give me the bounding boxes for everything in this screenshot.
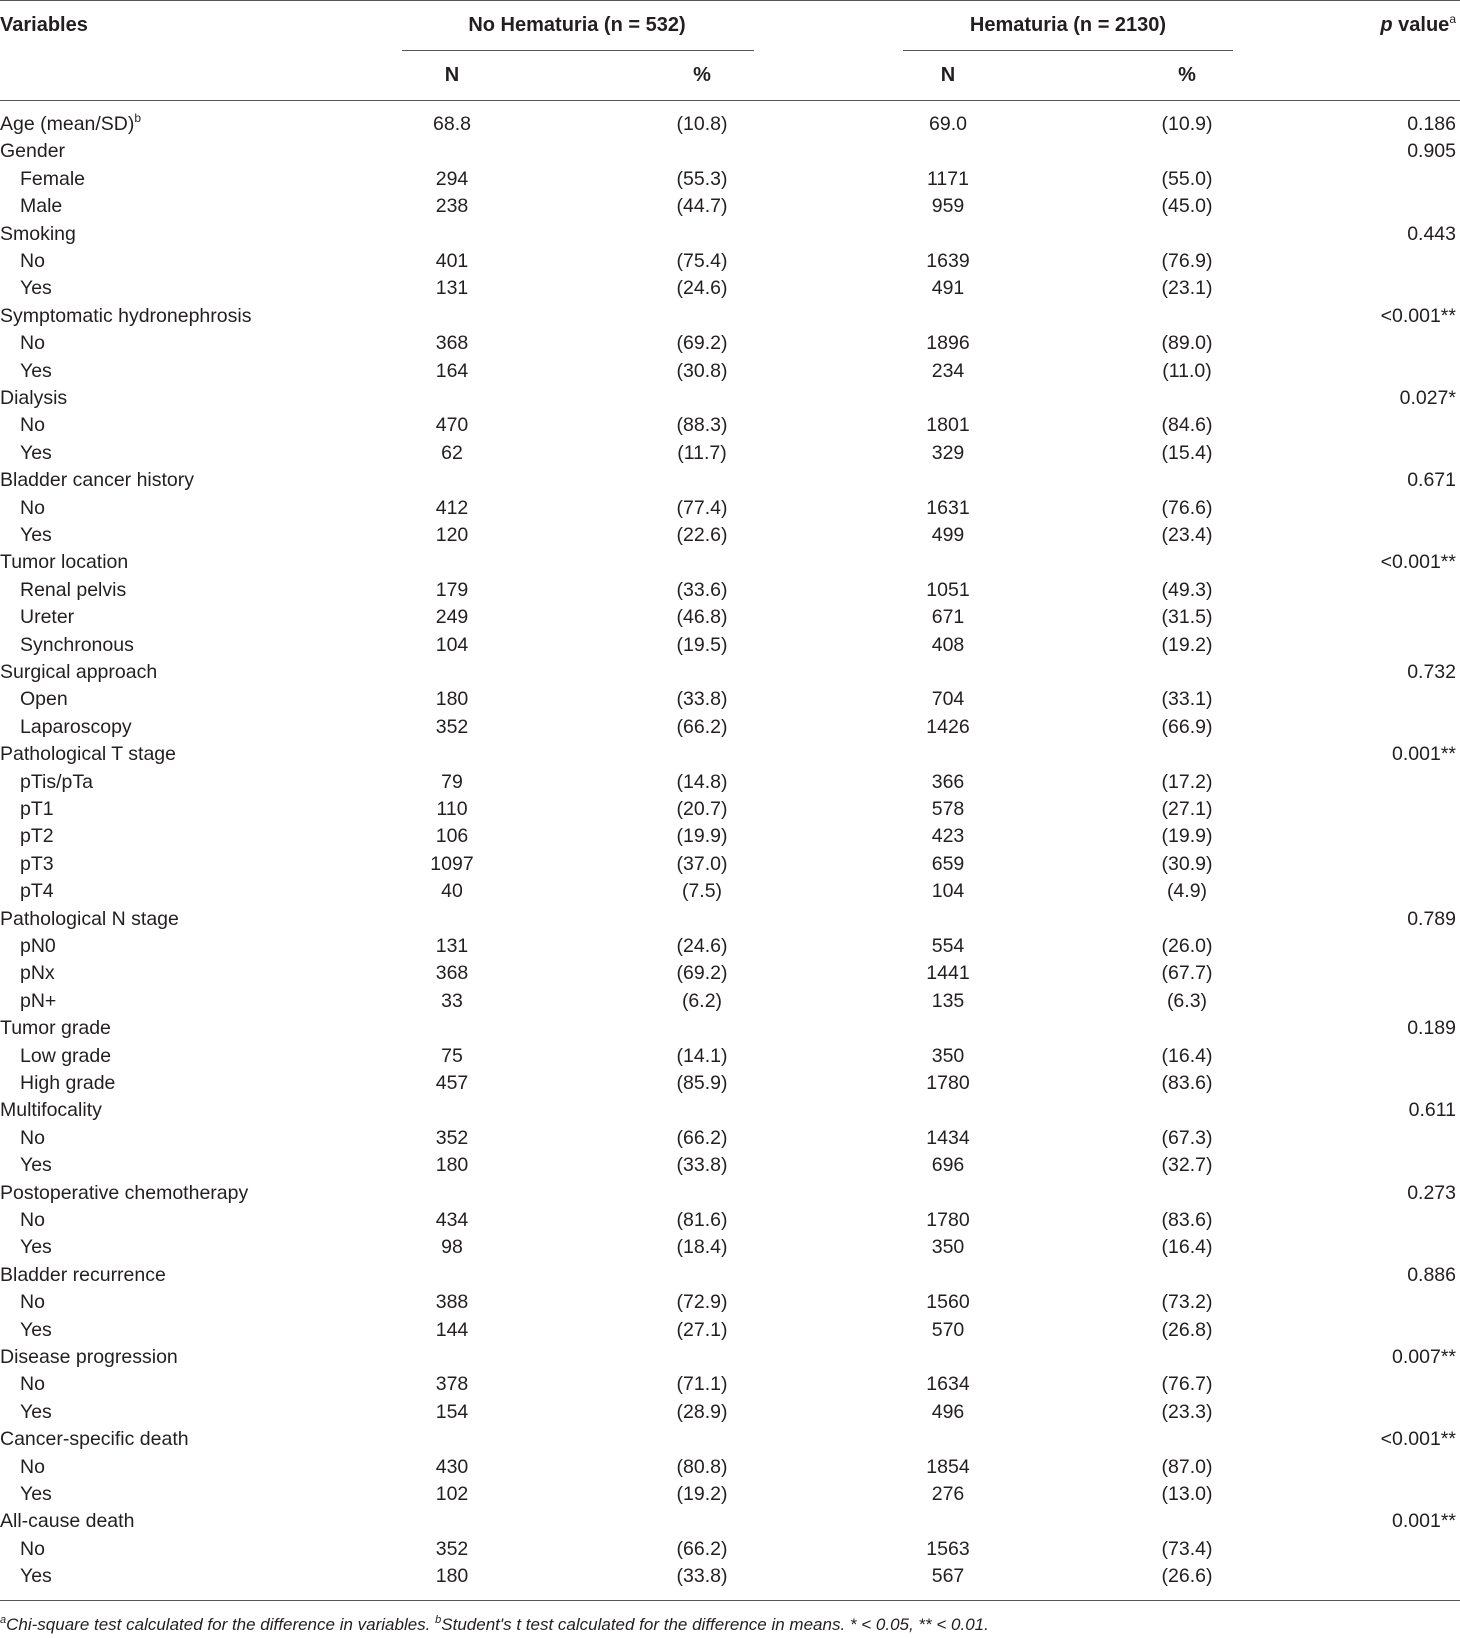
cell-pct-no-hematuria: (33.8) xyxy=(676,688,728,711)
cell-pct-no-hematuria: (69.2) xyxy=(676,332,728,355)
cell-n-no-hematuria: 33 xyxy=(441,989,463,1012)
row-label-text: Yes xyxy=(20,441,52,464)
cell-n-no-hematuria: 164 xyxy=(435,359,469,382)
row-label-text: Synchronous xyxy=(20,633,134,656)
cell-n-hematuria: 1780 xyxy=(926,1209,970,1231)
cell-pct-hematuria: (19.2) xyxy=(1161,633,1213,656)
row-label-text: Female xyxy=(20,167,86,190)
cell-n-no-hematuria: 434 xyxy=(435,1209,469,1231)
cell-pct-no-hematuria: (33.6) xyxy=(676,578,728,601)
row-sublabel xyxy=(20,1563,52,1590)
cell-pvalue: 0.886 xyxy=(1407,1263,1456,1286)
row-label xyxy=(0,1015,111,1042)
row-sublabel xyxy=(20,714,132,741)
cell-pct-no-hematuria: (80.8) xyxy=(676,1455,728,1478)
row-label-text: No xyxy=(20,496,45,519)
cell-pvalue: 0.001** xyxy=(1392,1510,1456,1533)
row-sublabel xyxy=(20,248,45,275)
row-label xyxy=(0,221,76,248)
row-label-text: Pathological T stage xyxy=(0,743,176,766)
table-top-rule xyxy=(0,0,1460,1)
row-sublabel xyxy=(20,1043,111,1070)
cell-pct-hematuria: (15.4) xyxy=(1161,441,1213,464)
group1-underline xyxy=(402,50,754,51)
cell-pct-no-hematuria: (19.9) xyxy=(676,825,728,848)
cell-n-no-hematuria: 144 xyxy=(435,1318,469,1341)
cell-pct-hematuria: (32.7) xyxy=(1161,1154,1213,1177)
cell-pct-hematuria: (26.0) xyxy=(1161,935,1213,957)
cell-n-no-hematuria: 120 xyxy=(435,524,469,546)
row-label xyxy=(0,1097,102,1124)
cell-pvalue: 0.611 xyxy=(1408,1099,1456,1122)
row-label-text: No xyxy=(20,1455,45,1478)
cell-pct-hematuria: (19.9) xyxy=(1161,825,1213,848)
table-bottom-rule xyxy=(0,1600,1460,1601)
cell-n-hematuria: 1780 xyxy=(926,1072,970,1094)
cell-pct-no-hematuria: (71.1) xyxy=(676,1373,728,1396)
footnote-sup-b: b xyxy=(435,1614,442,1626)
cell-n-hematuria: 408 xyxy=(931,633,965,656)
row-label-text: pT4 xyxy=(20,880,54,903)
row-label xyxy=(0,1180,248,1207)
row-label-text: Tumor location xyxy=(0,551,129,574)
row-sublabel xyxy=(20,1207,45,1234)
row-label-text: Yes xyxy=(20,1400,52,1423)
row-sublabel xyxy=(20,933,56,960)
row-label-text: Postoperative chemotherapy xyxy=(0,1181,249,1204)
row-label-text: Yes xyxy=(20,1318,52,1341)
row-sublabel xyxy=(20,577,126,604)
row-label-sup: b xyxy=(134,111,142,125)
cell-n-no-hematuria: 40 xyxy=(441,880,463,903)
row-label-text: pT1 xyxy=(20,798,54,820)
cell-pvalue: <0.001** xyxy=(1380,551,1456,574)
row-sublabel xyxy=(20,275,52,302)
cell-pct-no-hematuria: (14.8) xyxy=(676,770,728,793)
header-group-no-hematuria: No Hematuria (n = 532) xyxy=(468,14,686,36)
row-sublabel xyxy=(20,1125,45,1152)
cell-n-no-hematuria: 131 xyxy=(435,935,469,957)
cell-pct-no-hematuria: (10.8) xyxy=(676,113,728,135)
header-pvalue-sup: a xyxy=(1449,12,1456,26)
cell-n-no-hematuria: 378 xyxy=(435,1373,469,1396)
row-label-text: Pathological N stage xyxy=(0,907,179,930)
header-pvalue xyxy=(1380,14,1456,37)
cell-n-no-hematuria: 131 xyxy=(435,277,469,300)
footnote xyxy=(0,1615,989,1635)
cell-pvalue: 0.732 xyxy=(1407,661,1456,683)
cell-n-no-hematuria: 79 xyxy=(441,770,463,793)
cell-n-no-hematuria: 104 xyxy=(435,633,469,656)
row-sublabel xyxy=(20,604,74,631)
cell-n-no-hematuria: 98 xyxy=(441,1236,463,1259)
cell-pct-hematuria: (23.1) xyxy=(1161,277,1213,300)
cell-pct-hematuria: (16.4) xyxy=(1161,1236,1213,1259)
cell-pct-hematuria: (66.9) xyxy=(1161,715,1213,738)
group2-underline xyxy=(903,50,1233,51)
cell-pct-no-hematuria: (55.3) xyxy=(676,167,728,190)
row-sublabel xyxy=(20,193,62,220)
cell-pct-no-hematuria: (81.6) xyxy=(676,1209,728,1231)
cell-n-hematuria: 578 xyxy=(931,798,965,820)
cell-n-no-hematuria: 238 xyxy=(435,195,469,218)
header-n-group1: N xyxy=(444,64,460,86)
cell-pvalue: 0.789 xyxy=(1407,907,1456,930)
cell-pct-hematuria: (73.4) xyxy=(1161,1537,1213,1560)
row-sublabel xyxy=(20,1454,45,1481)
row-sublabel xyxy=(20,330,45,357)
cell-pct-no-hematuria: (69.2) xyxy=(676,962,728,985)
row-sublabel xyxy=(20,1481,52,1508)
cell-pct-no-hematuria: (28.9) xyxy=(676,1400,728,1423)
row-sublabel xyxy=(20,1371,45,1398)
cell-pct-hematuria: (33.1) xyxy=(1161,688,1213,711)
cell-n-no-hematuria: 352 xyxy=(435,715,469,738)
row-sublabel xyxy=(20,495,45,522)
row-label-text: No xyxy=(20,1126,45,1149)
cell-pct-hematuria: (6.3) xyxy=(1166,989,1208,1012)
cell-n-hematuria: 1896 xyxy=(926,332,970,355)
cell-pvalue: 0.027* xyxy=(1399,387,1456,409)
cell-pct-no-hematuria: (88.3) xyxy=(676,414,728,437)
cell-n-hematuria: 567 xyxy=(931,1565,965,1588)
row-label-text: pNx xyxy=(20,962,55,985)
cell-n-hematuria: 491 xyxy=(931,277,965,300)
row-label-text: Yes xyxy=(20,1483,52,1505)
cell-pct-hematuria: (49.3) xyxy=(1161,578,1213,601)
row-label xyxy=(0,549,128,576)
header-pct-group2: % xyxy=(1178,64,1196,86)
cell-n-hematuria: 329 xyxy=(931,441,965,464)
cell-n-hematuria: 1434 xyxy=(926,1126,970,1149)
row-label-text: Yes xyxy=(20,1565,52,1588)
row-sublabel xyxy=(20,412,45,439)
cell-n-no-hematuria: 388 xyxy=(435,1291,469,1314)
row-label-text: Renal pelvis xyxy=(20,578,127,601)
cell-n-hematuria: 366 xyxy=(931,770,965,793)
cell-n-no-hematuria: 430 xyxy=(435,1455,469,1478)
row-sublabel xyxy=(20,1399,52,1426)
cell-pct-no-hematuria: (20.7) xyxy=(676,798,728,820)
row-label-text: Age (mean/SD) xyxy=(0,113,135,135)
row-sublabel xyxy=(20,769,93,796)
cell-n-no-hematuria: 180 xyxy=(435,1154,469,1177)
header-pvalue-text: value xyxy=(1392,14,1450,36)
row-label xyxy=(0,385,67,412)
row-label-text: pT3 xyxy=(20,852,54,875)
cell-n-hematuria: 1631 xyxy=(926,496,970,519)
cell-pvalue: 0.273 xyxy=(1407,1181,1456,1204)
cell-pct-hematuria: (26.8) xyxy=(1161,1318,1213,1341)
row-label-text: All-cause death xyxy=(0,1510,135,1533)
cell-pvalue: 0.186 xyxy=(1407,113,1456,135)
cell-n-no-hematuria: 62 xyxy=(441,441,463,464)
row-label-text: Yes xyxy=(20,1154,52,1177)
row-label-text: No xyxy=(20,1537,45,1560)
cell-pvalue: 0.189 xyxy=(1407,1017,1456,1040)
row-sublabel xyxy=(20,823,54,850)
cell-pct-hematuria: (76.6) xyxy=(1161,496,1213,519)
cell-n-hematuria: 1426 xyxy=(926,715,970,738)
cell-pvalue: 0.001** xyxy=(1392,743,1456,766)
cell-pvalue: 0.671 xyxy=(1407,469,1456,492)
cell-pct-hematuria: (45.0) xyxy=(1161,195,1213,218)
cell-pct-hematuria: (76.7) xyxy=(1161,1373,1213,1396)
row-label-text: Open xyxy=(20,688,68,711)
header-n-group2: N xyxy=(940,64,956,86)
header-variables: Variables xyxy=(0,14,88,36)
cell-n-hematuria: 496 xyxy=(931,1400,965,1423)
cell-pct-hematuria: (84.6) xyxy=(1161,414,1213,437)
row-label-text: No xyxy=(20,1373,45,1396)
cell-pct-no-hematuria: (6.2) xyxy=(681,989,723,1012)
row-label-text: Dialysis xyxy=(0,387,68,409)
row-label-text: Multifocality xyxy=(0,1099,102,1122)
cell-n-hematuria: 499 xyxy=(931,524,965,546)
cell-pct-no-hematuria: (37.0) xyxy=(676,852,728,875)
row-label-text: pT2 xyxy=(20,825,54,848)
footnote-text-b: Student's t test calculated for the difference in means. * < 0.05, ** < 0.01. xyxy=(441,1615,989,1634)
row-label-text: Yes xyxy=(20,277,52,300)
row-label-text: High grade xyxy=(20,1072,116,1094)
footnote-text-a: Chi-square test calculated for the difference in variables. xyxy=(6,1615,436,1634)
row-sublabel xyxy=(20,1234,52,1261)
cell-pct-hematuria: (30.9) xyxy=(1161,852,1213,875)
cell-n-no-hematuria: 110 xyxy=(436,798,468,820)
row-label-text: pN+ xyxy=(20,989,57,1012)
row-label-text: Yes xyxy=(20,359,52,382)
row-sublabel xyxy=(20,522,52,549)
cell-n-hematuria: 570 xyxy=(931,1318,965,1341)
cell-n-no-hematuria: 75 xyxy=(441,1044,463,1067)
cell-n-no-hematuria: 68.8 xyxy=(433,113,471,135)
cell-n-hematuria: 69.0 xyxy=(929,113,967,135)
header-bottom-rule xyxy=(0,100,1460,101)
row-sublabel xyxy=(20,878,54,905)
cell-n-hematuria: 671 xyxy=(931,606,965,629)
row-label-text: Tumor grade xyxy=(0,1017,111,1040)
cell-pct-hematuria: (67.3) xyxy=(1161,1126,1213,1149)
cell-n-hematuria: 104 xyxy=(931,880,965,903)
row-label-text: Surgical approach xyxy=(0,661,158,683)
cell-pct-no-hematuria: (30.8) xyxy=(676,359,728,382)
cell-n-hematuria: 350 xyxy=(931,1236,965,1259)
cell-n-hematuria: 234 xyxy=(931,359,965,382)
cell-n-no-hematuria: 106 xyxy=(435,825,469,848)
row-label-text: Bladder recurrence xyxy=(0,1263,166,1286)
cell-n-no-hematuria: 154 xyxy=(435,1400,469,1423)
row-label-text: pN0 xyxy=(20,935,56,957)
cell-pct-hematuria: (67.7) xyxy=(1161,962,1213,985)
cell-pct-hematuria: (16.4) xyxy=(1161,1044,1213,1067)
cell-n-hematuria: 959 xyxy=(931,195,965,218)
row-sublabel xyxy=(20,960,55,987)
cell-n-no-hematuria: 352 xyxy=(435,1537,469,1560)
cell-pct-no-hematuria: (7.5) xyxy=(681,880,723,903)
cell-pct-no-hematuria: (24.6) xyxy=(676,277,728,300)
row-sublabel xyxy=(20,632,134,659)
row-label xyxy=(0,741,176,768)
cell-pct-no-hematuria: (19.2) xyxy=(676,1483,728,1505)
cell-pct-hematuria: (55.0) xyxy=(1161,167,1213,190)
header-pvalue-prefix: p xyxy=(1380,14,1393,36)
row-label-text: Cancer-specific death xyxy=(0,1428,189,1451)
cell-pct-no-hematuria: (85.9) xyxy=(676,1072,728,1094)
cell-pct-no-hematuria: (24.6) xyxy=(676,935,728,957)
row-sublabel xyxy=(20,1289,45,1316)
cell-pct-no-hematuria: (19.5) xyxy=(676,633,728,656)
row-label-text: Low grade xyxy=(20,1044,112,1067)
cell-pct-no-hematuria: (11.7) xyxy=(677,441,727,464)
header-group-hematuria: Hematuria (n = 2130) xyxy=(969,14,1167,36)
cell-pct-hematuria: (31.5) xyxy=(1161,606,1213,629)
row-label xyxy=(0,1508,134,1535)
cell-pct-no-hematuria: (33.8) xyxy=(676,1154,728,1177)
row-sublabel xyxy=(20,988,56,1015)
cell-pct-no-hematuria: (72.9) xyxy=(676,1291,728,1314)
cell-n-no-hematuria: 368 xyxy=(435,962,469,985)
row-label xyxy=(0,467,194,494)
cell-pct-hematuria: (83.6) xyxy=(1161,1209,1213,1231)
cell-n-no-hematuria: 470 xyxy=(435,414,469,437)
cell-pct-no-hematuria: (27.1) xyxy=(676,1318,728,1341)
row-label-text: Bladder cancer history xyxy=(0,469,195,492)
cell-n-hematuria: 1634 xyxy=(926,1373,970,1396)
cell-n-no-hematuria: 249 xyxy=(435,606,469,629)
cell-n-hematuria: 1639 xyxy=(926,250,970,272)
cell-n-hematuria: 1171 xyxy=(927,167,969,190)
cell-pct-no-hematuria: (14.1) xyxy=(676,1044,728,1067)
cell-n-hematuria: 423 xyxy=(931,825,965,848)
row-label-text: Disease progression xyxy=(0,1346,178,1368)
cell-pct-hematuria: (26.6) xyxy=(1161,1565,1213,1588)
cell-pct-hematuria: (87.0) xyxy=(1161,1455,1213,1478)
cell-pct-no-hematuria: (77.4) xyxy=(676,496,728,519)
row-label xyxy=(0,303,251,330)
row-label-text: pTis/pTa xyxy=(20,770,93,793)
row-sublabel xyxy=(20,358,52,385)
row-label xyxy=(0,111,141,138)
cell-pct-hematuria: (73.2) xyxy=(1161,1291,1213,1314)
cell-pct-hematuria: (17.2) xyxy=(1161,770,1213,793)
cell-n-hematuria: 1051 xyxy=(926,578,970,601)
cell-n-no-hematuria: 180 xyxy=(435,688,469,711)
cell-pct-hematuria: (4.9) xyxy=(1166,880,1208,903)
cell-pct-hematuria: (27.1) xyxy=(1161,798,1213,820)
cell-n-no-hematuria: 180 xyxy=(435,1565,469,1588)
cell-n-no-hematuria: 457 xyxy=(435,1072,469,1094)
row-sublabel xyxy=(20,1536,45,1563)
cell-pvalue: <0.001** xyxy=(1380,1428,1456,1451)
cell-pct-hematuria: (23.3) xyxy=(1161,1400,1213,1423)
cell-pct-hematuria: (89.0) xyxy=(1161,332,1213,355)
cell-pct-hematuria: (11.0) xyxy=(1162,359,1212,382)
row-sublabel xyxy=(20,1070,115,1097)
cell-pct-hematuria: (76.9) xyxy=(1161,250,1213,272)
row-sublabel xyxy=(20,686,68,713)
cell-pct-no-hematuria: (44.7) xyxy=(676,195,728,218)
row-label-text: Laparoscopy xyxy=(20,715,132,738)
cell-n-no-hematuria: 352 xyxy=(435,1126,469,1149)
row-label xyxy=(0,1262,166,1289)
cell-pct-hematuria: (83.6) xyxy=(1161,1072,1213,1094)
row-label-text: No xyxy=(20,1209,45,1231)
row-label-text: Yes xyxy=(20,524,52,546)
row-label-text: Smoking xyxy=(0,222,76,245)
cell-n-hematuria: 704 xyxy=(931,688,965,711)
cell-n-hematuria: 276 xyxy=(931,1483,965,1505)
cell-pct-no-hematuria: (46.8) xyxy=(676,606,728,629)
footnote-sup-a: a xyxy=(0,1614,7,1626)
cell-pct-no-hematuria: (66.2) xyxy=(676,1537,728,1560)
row-label-text: Male xyxy=(20,195,63,218)
cell-pct-hematuria: (10.9) xyxy=(1161,113,1213,135)
cell-n-no-hematuria: 1097 xyxy=(430,852,474,875)
row-sublabel xyxy=(20,851,54,878)
cell-pct-no-hematuria: (66.2) xyxy=(676,1126,728,1149)
cell-pct-no-hematuria: (22.6) xyxy=(676,524,728,546)
cell-n-no-hematuria: 102 xyxy=(435,1483,469,1505)
cell-n-no-hematuria: 401 xyxy=(435,250,469,272)
cell-n-no-hematuria: 412 xyxy=(435,496,469,519)
row-label-text: No xyxy=(20,1291,45,1314)
row-label-text: Gender xyxy=(0,140,66,163)
cell-pvalue: 0.905 xyxy=(1407,140,1456,163)
cell-pct-hematuria: (23.4) xyxy=(1161,524,1213,546)
row-label-text: Symptomatic hydronephrosis xyxy=(0,304,252,327)
cell-pvalue: 0.007** xyxy=(1392,1346,1456,1368)
row-label-text: Ureter xyxy=(20,606,75,629)
cell-pct-no-hematuria: (66.2) xyxy=(676,715,728,738)
cell-n-hematuria: 1563 xyxy=(926,1537,970,1560)
cell-n-hematuria: 135 xyxy=(931,989,965,1012)
row-label-text: No xyxy=(20,332,45,355)
cell-pct-no-hematuria: (33.8) xyxy=(676,1565,728,1588)
header-pct-group1: % xyxy=(693,64,711,86)
row-label xyxy=(0,906,179,933)
row-sublabel xyxy=(20,796,54,823)
row-label-text: Yes xyxy=(20,1236,52,1259)
row-label xyxy=(0,1344,178,1371)
cell-pvalue: 0.443 xyxy=(1407,222,1456,245)
cell-pvalue: <0.001** xyxy=(1380,304,1456,327)
cell-n-hematuria: 350 xyxy=(931,1044,965,1067)
cell-pct-hematuria: (13.0) xyxy=(1161,1483,1213,1505)
row-label-text: No xyxy=(20,414,45,437)
row-sublabel xyxy=(20,166,85,193)
cell-n-hematuria: 1560 xyxy=(926,1291,970,1314)
row-label xyxy=(0,1426,189,1453)
cell-n-no-hematuria: 368 xyxy=(435,332,469,355)
cell-n-hematuria: 554 xyxy=(931,935,965,957)
cell-n-no-hematuria: 294 xyxy=(435,167,469,190)
row-label xyxy=(0,659,157,686)
row-sublabel xyxy=(20,1317,52,1344)
cell-n-hematuria: 1801 xyxy=(926,414,970,437)
cell-n-hematuria: 659 xyxy=(931,852,965,875)
cell-n-hematuria: 696 xyxy=(931,1154,965,1177)
row-sublabel xyxy=(20,1152,52,1179)
cell-n-no-hematuria: 179 xyxy=(435,578,469,601)
cell-n-hematuria: 1441 xyxy=(926,962,970,985)
row-label-text: No xyxy=(20,250,45,272)
cell-n-hematuria: 1854 xyxy=(926,1455,970,1478)
row-sublabel xyxy=(20,440,52,467)
row-label xyxy=(0,138,65,165)
cell-pct-no-hematuria: (75.4) xyxy=(676,250,728,272)
cell-pct-no-hematuria: (18.4) xyxy=(676,1236,728,1259)
